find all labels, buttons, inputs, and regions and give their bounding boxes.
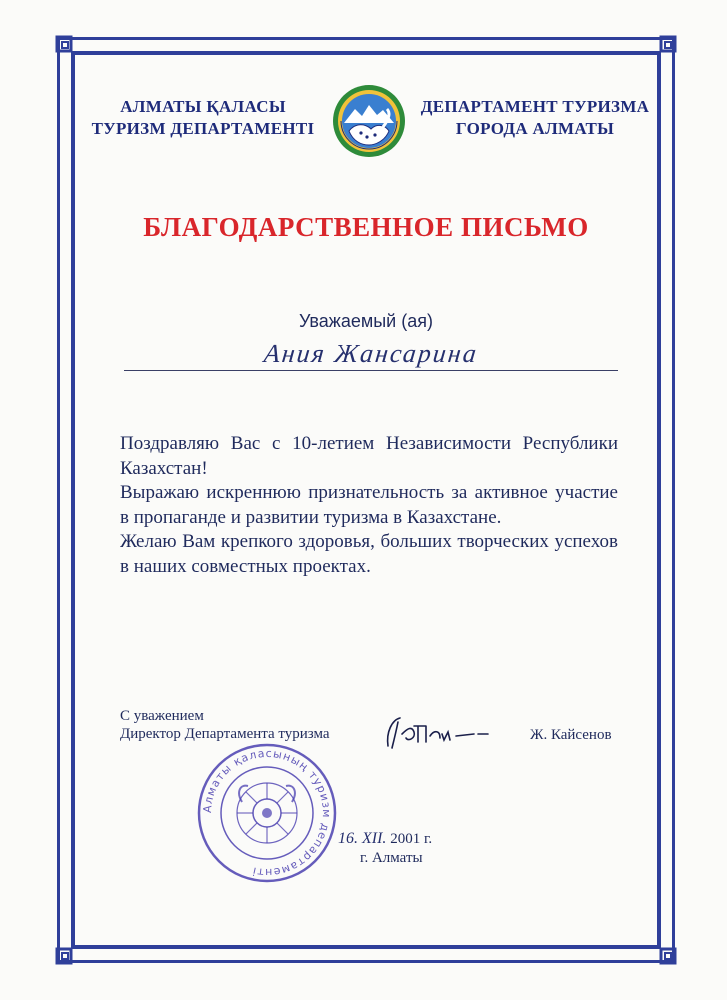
greeting: Уважаемый (ая) [299,311,433,331]
closing-block [120,707,330,743]
header-russian-line2: ГОРОДА АЛМАТЫ [455,119,615,138]
header-russian [410,96,660,140]
header-kazakh-line2: ТУРИЗМ ДЕПАРТАМЕНТІ [91,119,315,138]
date-line [338,830,432,848]
letter-body [120,432,618,579]
letter-title: БЛАГОДАРСТВЕННОЕ ПИСЬМО [143,212,589,242]
header-kazakh-line1: АЛМАТЫ ҚАЛАСЫ [120,97,286,116]
body-paragraph-wishes: Желаю Вам крепкого здоровья, больших творческих успехов в наших совместных проектах. [120,531,618,577]
official-stamp-icon [196,742,338,884]
recipient-underline [124,370,618,371]
closing-regards: С уважением [120,708,204,724]
body-paragraph-gratitude: Выражаю искреннюю признательность за активное участие в пропаганде и развитии туризма в Казахстане. [120,482,618,528]
date-handwritten: 16. XII. [338,830,387,847]
handwritten-signature [378,712,498,752]
almaty-emblem-icon [331,83,407,159]
svg-text:Алматы қаласының туризм департ: Алматы қаласының туризм департаменті [200,746,334,880]
body-paragraph-congrats: Поздравляю Вас с 10-летием Независимости Республики Казахстан! [120,433,618,479]
header-kazakh [88,96,318,140]
closing-position: Директор Департамента туризма [120,726,330,742]
date-year: 2001 г. [390,831,433,847]
header-russian-line1: ДЕПАРТАМЕНТ ТУРИЗМА [420,97,650,116]
signer-name: Ж. Кайсенов [530,727,612,743]
place-of-issue: г. Алматы [360,850,423,866]
recipient-name: Ания Жансарина [262,339,480,368]
